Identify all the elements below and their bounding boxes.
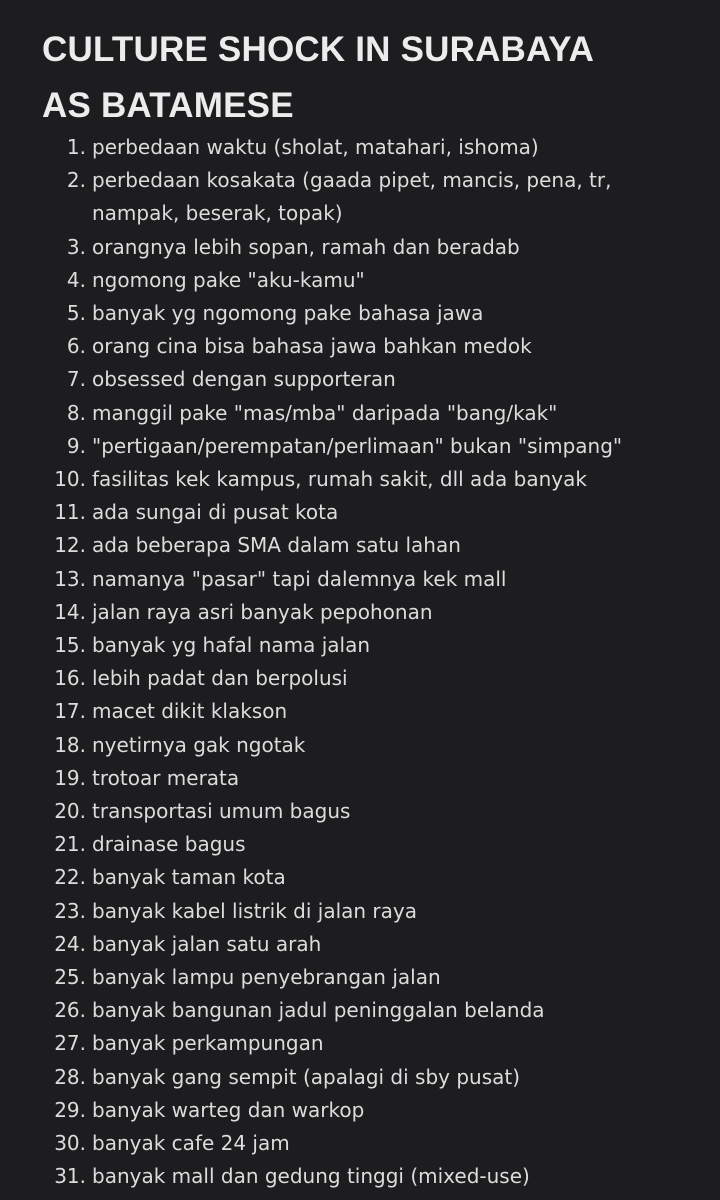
list-item: [0, 629, 720, 662]
note-title-line-1: CULTURE SHOCK IN SURABAYA: [42, 30, 595, 69]
list-item: [0, 1061, 720, 1094]
list-item-number: 27.: [54, 1031, 86, 1056]
list-item-number: 11.: [54, 500, 86, 525]
list-item: [0, 430, 720, 463]
list-item-text: perbedaan kosakata (gaada pipet, mancis, pena, tr, nampak, beserak, topak): [92, 168, 612, 226]
list-item-number: 1.: [66, 135, 86, 159]
list-item: [0, 297, 720, 330]
list-item-text: banyak bangunan jadul peninggalan belanda: [92, 998, 545, 1023]
list-item: [0, 961, 720, 994]
list-item-number: 29.: [54, 1097, 86, 1122]
list-item-number: 30.: [54, 1131, 86, 1156]
list-item-number: 31.: [54, 1164, 86, 1189]
list-item: [0, 828, 720, 861]
list-item: [0, 231, 720, 264]
list-item: [0, 994, 720, 1027]
list-item: [0, 164, 720, 230]
list-item-text: transportasi umum bagus: [92, 799, 351, 824]
list-item: [0, 895, 720, 928]
list-item: [0, 1127, 720, 1160]
list-item-number: 7.: [66, 367, 86, 392]
list-item-text: orangnya lebih sopan, ramah dan beradab: [92, 234, 520, 259]
list-item-number: 12.: [54, 533, 86, 558]
list-item-number: 2.: [66, 168, 86, 193]
list-item-text: banyak yg hafal nama jalan: [92, 633, 371, 658]
list-item-number: 23.: [54, 898, 86, 923]
list-item-number: 16.: [54, 666, 86, 691]
list-item-text: obsessed dengan supporteran: [92, 367, 396, 392]
list-item-text: banyak warteg dan warkop: [92, 1097, 365, 1122]
list-item-number: 18.: [54, 732, 86, 757]
note-title-line-2: AS BATAMESE: [42, 86, 294, 125]
list-item: [0, 1094, 720, 1127]
list-item-number: 5.: [66, 301, 86, 326]
list-item-text: lebih padat dan berpolusi: [92, 666, 348, 691]
list-item-number: 28.: [54, 1064, 86, 1089]
list-item-text: drainase bagus: [92, 832, 246, 857]
list-item: [0, 397, 720, 430]
list-item-text: banyak kabel listrik di jalan raya: [92, 898, 417, 923]
list-item-text: manggil pake "mas/mba" daripada "bang/kak": [92, 400, 558, 425]
list-item-text: orang cina bisa bahasa jawa bahkan medok: [92, 334, 532, 359]
list-item: [0, 762, 720, 795]
list-item-text: nyetirnya gak ngotak: [92, 732, 306, 757]
list-item-text: banyak taman kota: [92, 865, 286, 890]
list-item: [0, 496, 720, 529]
list-item-text: banyak lampu penyebrangan jalan: [92, 965, 441, 990]
list-item: [0, 529, 720, 562]
list-item-number: 22.: [54, 865, 86, 890]
list-item-number: 21.: [54, 832, 86, 857]
list-item-number: 17.: [54, 699, 86, 724]
list-item-number: 4.: [66, 267, 86, 292]
numbered-list: [0, 131, 720, 1194]
list-item-number: 20.: [54, 799, 86, 824]
list-item: [0, 695, 720, 728]
list-item-number: 13.: [54, 566, 86, 591]
list-item: [0, 463, 720, 496]
list-item-number: 3.: [66, 234, 86, 259]
list-item-text: "pertigaan/perempatan/perlimaan" bukan "simpang": [92, 433, 623, 458]
list-item-text: banyak perkampungan: [92, 1031, 324, 1056]
list-item-number: 26.: [54, 998, 86, 1023]
list-item-text: macet dikit klakson: [92, 699, 288, 724]
list-item-text: trotoar merata: [92, 765, 240, 790]
list-item: [0, 1027, 720, 1060]
list-item: [0, 662, 720, 695]
list-item: [0, 1160, 720, 1193]
list-item: [0, 563, 720, 596]
list-item-number: 6.: [66, 334, 86, 359]
list-item-number: 25.: [54, 965, 86, 990]
list-item-text: fasilitas kek kampus, rumah sakit, dll ada banyak: [92, 467, 587, 492]
list-item: [0, 330, 720, 363]
list-item-text: perbedaan waktu (sholat, matahari, ishoma): [92, 135, 539, 159]
list-item-text: banyak jalan satu arah: [92, 931, 322, 956]
list-item: [0, 928, 720, 961]
list-item: [0, 131, 720, 164]
list-item-number: 10.: [54, 467, 86, 492]
list-item: [0, 729, 720, 762]
list-item-text: banyak mall dan gedung tinggi (mixed-use): [92, 1164, 530, 1189]
list-item-text: banyak cafe 24 jam: [92, 1131, 290, 1156]
list-item-text: ngomong pake "aku-kamu": [92, 267, 365, 292]
list-item: [0, 264, 720, 297]
list-item-number: 19.: [54, 765, 86, 790]
note-title: [42, 22, 702, 134]
list-item-text: banyak gang sempit (apalagi di sby pusat): [92, 1064, 521, 1089]
list-item-number: 15.: [54, 633, 86, 658]
list-item-number: 8.: [66, 400, 86, 425]
list-item-text: jalan raya asri banyak pepohonan: [92, 599, 433, 624]
list-item-number: 24.: [54, 931, 86, 956]
list-item-number: 9.: [66, 433, 86, 458]
list-item-text: namanya "pasar" tapi dalemnya kek mall: [92, 566, 507, 591]
list-item: [0, 795, 720, 828]
list-item-number: 14.: [54, 599, 86, 624]
list-item: [0, 596, 720, 629]
list-item-text: banyak yg ngomong pake bahasa jawa: [92, 301, 484, 326]
list-item-text: ada sungai di pusat kota: [92, 500, 339, 525]
list-item: [0, 861, 720, 894]
list-item-text: ada beberapa SMA dalam satu lahan: [92, 533, 461, 558]
list-item: [0, 363, 720, 396]
